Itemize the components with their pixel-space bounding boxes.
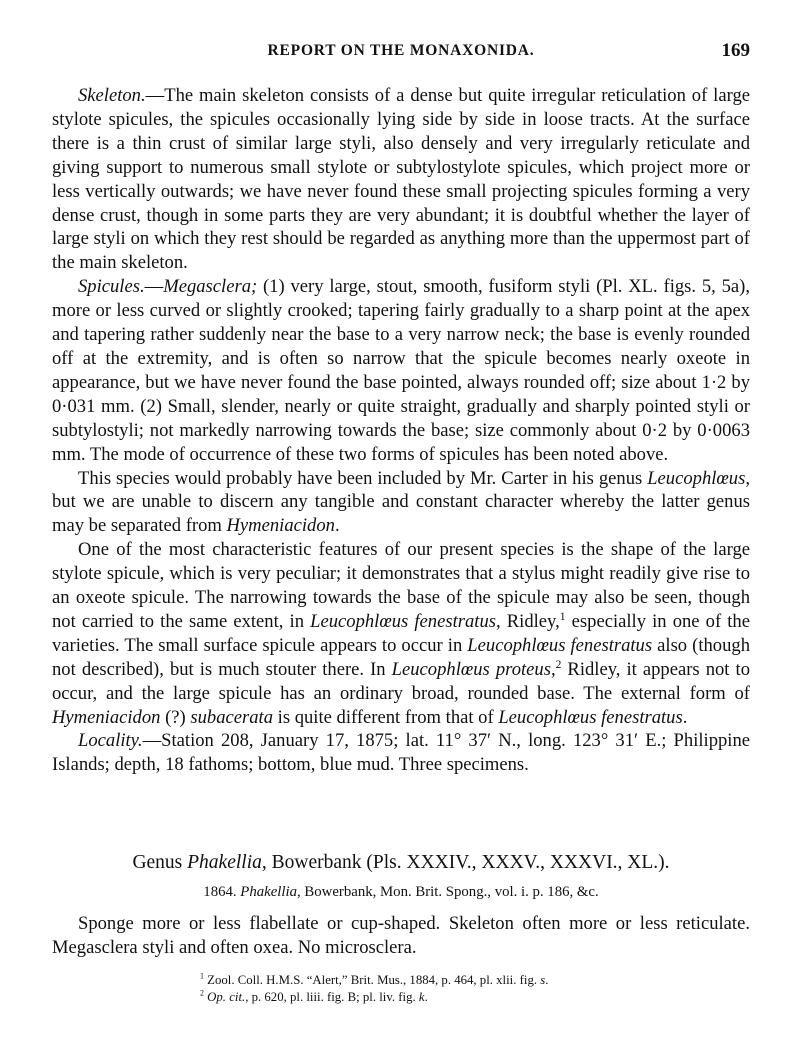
skeleton-paragraph: [52, 84, 750, 275]
genus-heading: [52, 852, 750, 874]
footnote-1-fig: s: [540, 973, 546, 987]
genus-diagnosis: Sponge more or less flabellate or cup-shaped. Skeleton often more or less reticulate. Megasclera styli and often oxea. No microsclera.: [52, 913, 750, 958]
body-text: [52, 84, 750, 777]
genus-name: Phakellia: [187, 852, 262, 873]
megasclera-label: Megasclera;: [163, 276, 258, 298]
char-text-8: is quite different from that of: [273, 706, 499, 728]
char-text-9: .: [682, 706, 688, 728]
locality-heading: Locality.: [78, 730, 143, 752]
taxon-subacerata: subacerata: [190, 706, 274, 728]
char-text-1: One of the most characteristic features of our present species is the shape of the large stylote spicule, which is very peculiar; it demonstrates that a stylus might readily give rise to an oxeote spicule. The narrowing towards the base of the spicule may also be seen, though not carried to the same extent, in: [52, 539, 750, 632]
footnote-1: [200, 972, 760, 989]
running-title: REPORT ON THE MONAXONIDA.: [267, 42, 535, 59]
locality-text: —Station 208, January 17, 1875; lat. 11° 37′ N., long. 123° 31′ E.; Philippine Islands; depth, 18 fathoms; bottom, blue mud. Three specimens.: [52, 730, 750, 776]
footnote-ref-2[interactable]: 2: [555, 658, 562, 671]
footnote-1-mark: 1: [200, 971, 204, 981]
char-text-7: (?): [160, 706, 191, 728]
footnote-2-text: , p. 620, pl. liii. fig. B; pl. liv. fig.: [245, 990, 419, 1004]
taxon-fenestratus-2: Leucophlœus fenestratus: [467, 634, 653, 656]
taxon-leucophloeus: Leucophlœus: [647, 467, 746, 489]
char-text-4: also (though not described), but is much stouter there. In: [52, 634, 750, 680]
skeleton-heading: Skeleton.: [78, 85, 146, 106]
carter-text-2: , but we are unable to discern any tangible and constant character whereby the latter genus may be separated from: [52, 467, 750, 537]
carter-paragraph: [52, 467, 750, 539]
footnote-1-end: .: [545, 973, 549, 987]
characteristic-paragraph: [52, 538, 750, 729]
char-text-6: Ridley, it appears not to occur, and the large spicule has an ordinary broad, rounded base. The external form of: [52, 658, 750, 704]
footnote-2-mark: 2: [200, 988, 204, 998]
footnotes: [200, 972, 760, 1006]
taxon-fenestratus-3: Leucophlœus fenestratus: [498, 706, 683, 728]
page-number: 169: [721, 40, 750, 61]
taxon-hymeniacidon: Hymeniacidon: [226, 515, 335, 537]
spicules-paragraph: [52, 275, 750, 466]
char-text-2: , Ridley,: [495, 610, 560, 632]
genus-prefix: Genus: [132, 852, 188, 873]
page-header: [52, 40, 750, 64]
carter-text-1: This species would probably have been included by Mr. Carter in his genus: [78, 467, 648, 489]
spicules-text: (1) very large, stout, smooth, fusiform styli (Pl. XL. figs. 5, 5a), more or less curved or slightly crooked; tapering fairly gradually to a sharp point at the apex and tapering rather suddenly near the base to a very narrow neck; the base is evenly rounded off at the extremity, and is often so narrow that the spicule becomes nearly oxeote in appearance, but we have never found the base pointed, always rounded off; size about 1·2 by 0·031 mm. (2) Small, slender, nearly or quite straight, gradually and sharply pointed styli or subtylostyli; not markedly narrowing towards the base; size commonly about 0·2 by 0·0063 mm. The mode of occurrence of these two forms of spicules has been noted above.: [52, 276, 750, 465]
footnote-2-opcit: Op. cit.: [207, 990, 246, 1004]
genus-plates: , Bowerbank (Pls. XXXIV., XXXV., XXXVI., XL.).: [261, 852, 670, 873]
char-text-5: ,: [550, 658, 556, 680]
spicules-dash: —: [144, 276, 164, 298]
taxon-fenestratus-1: Leucophlœus fenestratus: [310, 610, 496, 632]
footnote-1-text: Zool. Coll. H.M.S. “Alert,” Brit. Mus., 1884, p. 464, pl. xlii. fig.: [203, 973, 541, 987]
genus-reference: [52, 884, 750, 901]
footnote-2-fig: k: [418, 990, 425, 1004]
footnote-2-end: .: [424, 990, 428, 1004]
footnote-ref-1[interactable]: 1: [559, 610, 566, 623]
reference-genus: Phakellia: [240, 884, 297, 900]
char-text-3: especially in one of the varieties. The small surface spicule appears to occur in: [52, 610, 750, 656]
skeleton-text: —The main skeleton consists of a dense but quite irregular reticulation of large stylote spicules, the spicules occasionally lying side by side in loose tracts. At the surface there is a thin crust of similar large styli, also densely and very irregularly reticulate and giving support to numerous small stylote or subtylostylote spicules, which project more or less vertically outwards; we have never found these small projecting spicules forming a very dense crust, though in some parts they are very abundant; it is doubtful whether the layer of large styli on which they rest should be regarded as anything more than the uppermost part of the main skeleton.: [52, 85, 750, 274]
taxon-proteus: Leucophlœus proteus: [391, 658, 551, 680]
footnote-2: [200, 989, 760, 1006]
carter-text-3: .: [334, 515, 340, 537]
locality-paragraph: [52, 729, 750, 777]
reference-citation: , Bowerbank, Mon. Brit. Spong., vol. i. p. 186, &c.: [297, 884, 599, 900]
taxon-hymeniacidon-2: Hymeniacidon: [52, 706, 161, 728]
spicules-heading: Spicules.: [78, 276, 145, 298]
reference-year: 1864.: [203, 884, 241, 900]
